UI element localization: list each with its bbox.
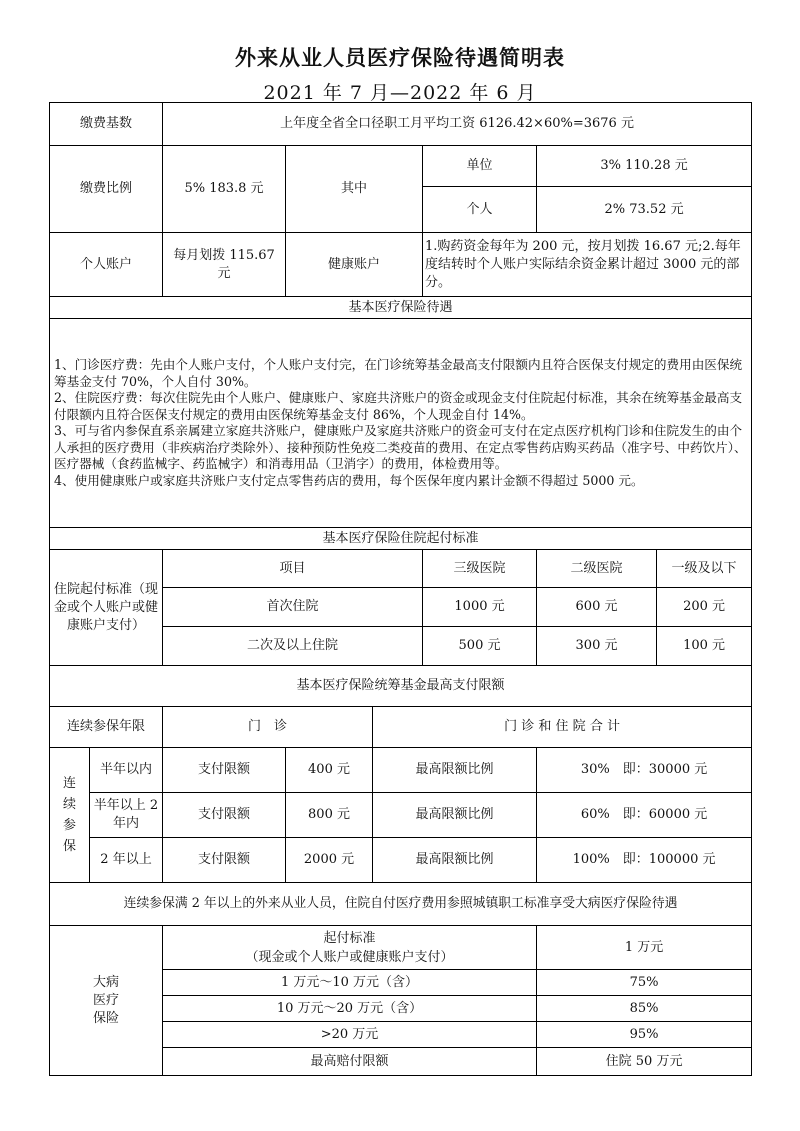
threshold-cell: 100 元 (657, 627, 752, 666)
critical-item: 起付标准 （现金或个人账户或健康账户支付） (163, 926, 537, 970)
threshold-cell: 首次住院 (163, 588, 423, 627)
critical-value: 75% (537, 970, 752, 996)
page-subtitle: 2021 年 7 月—2022 年 6 月 (263, 82, 537, 104)
limit-ratio-label: 最高限额比例 (373, 748, 537, 793)
basic-item: 2、住院医疗费：每次住院先由个人账户、健康账户、家庭共济账户的资金或现金支付住院起付标准，其余在统筹基金最高支付限额内且符合医保支付规定的费用由医保统筹基金支付 86%，个人现金自付 14%。 (54, 390, 743, 422)
limit-period: 半年以内 (90, 748, 163, 793)
ratio-label: 缴费比例 (50, 146, 163, 233)
limit-header-row (50, 666, 752, 707)
threshold-header-row (50, 528, 752, 550)
account-monthly: 每月划拨 115.67 元 (163, 233, 286, 297)
critical-value: 95% (537, 1022, 752, 1048)
limit-pay: 支付限额 (163, 748, 286, 793)
threshold-cell: 二次及以上住院 (163, 627, 423, 666)
page-title: 外来从业人员医疗保险待遇简明表 (235, 46, 565, 70)
account-row (50, 233, 752, 297)
basic-header-row (50, 297, 752, 319)
limit-combined-label: 门 诊 和 住 院 合 计 (373, 707, 752, 748)
basic-item: 1、门诊医疗费：先由个人账户支付，个人账户支付完，在门诊统筹基金最高支付限额内且符合医保支付规定的费用由医保统筹基金支付 70%，个人自付 30%。 (54, 357, 743, 389)
limit-ratio-label: 最高限额比例 (373, 838, 537, 883)
critical-item: 最高赔付限额 (163, 1048, 537, 1076)
limit-side-label: 连 续 参 保 (50, 748, 90, 883)
critical-label: 大病 医疗 保险 (50, 926, 163, 1076)
table-row (50, 793, 752, 838)
threshold-header: 基本医疗保险住院起付标准 (50, 528, 752, 550)
limit-amount: 800 元 (286, 793, 373, 838)
limit-columns-row (50, 707, 752, 748)
threshold-columns-row (50, 550, 752, 588)
ratio-row (50, 146, 752, 187)
basic-item: 3、可与省内参保直系亲属建立家庭共济账户，健康账户及家庭共济账户的资金可支付在定点医疗机构门诊和住院发生的由个人承担的医疗费用（非疾病治疗类除外）、接种预防性免疫二类疫苗的费用、在定点零售药店购买药品（准字号、中药饮片）、医疗器械（食药监械字、药监械字）和消毒用品（卫消字）的费用，体检费用等。 (54, 423, 747, 471)
threshold-cell: 500 元 (423, 627, 537, 666)
basis-row (50, 103, 752, 146)
note-row (50, 883, 752, 926)
basic-item: 4、使用健康账户或家庭共济账户支付定点零售药店的费用，每个医保年度内累计金额不得超过 5000 元。 (54, 472, 644, 488)
limit-years-label: 连续参保年限 (50, 707, 163, 748)
critical-value: 85% (537, 996, 752, 1022)
health-account-desc: 1.购药资金每年为 200 元，按月划拨 16.67 元;2.每年度结转时个人账户实际结余资金累计超过 3000 元的部分。 (423, 233, 752, 297)
ratio-among: 其中 (286, 146, 423, 233)
ratio-personal-value: 2% 73.52 元 (537, 187, 752, 233)
health-account-label: 健康账户 (286, 233, 423, 297)
limit-outpatient-label: 门 诊 (163, 707, 373, 748)
basic-content (50, 319, 752, 528)
ratio-unit-value: 3% 110.28 元 (537, 146, 752, 187)
limit-ratio: 60% 即：60000 元 (537, 793, 752, 838)
basic-content-row (50, 319, 752, 528)
limit-pay: 支付限额 (163, 793, 286, 838)
threshold-col-level2: 二级医院 (537, 550, 657, 588)
basic-header: 基本医疗保险待遇 (50, 297, 752, 319)
critical-value: 住院 50 万元 (537, 1048, 752, 1076)
table-row (50, 838, 752, 883)
ratio-unit-label: 单位 (423, 146, 537, 187)
threshold-cell: 200 元 (657, 588, 752, 627)
benefits-table (49, 102, 752, 1076)
threshold-col-level3: 三级医院 (423, 550, 537, 588)
threshold-cell: 1000 元 (423, 588, 537, 627)
ratio-total: 5% 183.8 元 (163, 146, 286, 233)
critical-item: 1 万元～10 万元（含） (163, 970, 537, 996)
threshold-row-label: 住院起付标准（现金或个人账户或健康账户支付） (50, 550, 163, 666)
ratio-personal-label: 个人 (423, 187, 537, 233)
critical-item: >20 万元 (163, 1022, 537, 1048)
threshold-col-level1: 一级及以下 (657, 550, 752, 588)
table-row (50, 926, 752, 970)
critical-note: 连续参保满 2 年以上的外来从业人员，住院自付医疗费用参照城镇职工标准享受大病医疗保险待遇 (50, 883, 752, 926)
critical-item: 10 万元～20 万元（含） (163, 996, 537, 1022)
account-label: 个人账户 (50, 233, 163, 297)
basis-value: 上年度全省全口径职工月平均工资 6126.42×60%=3676 元 (163, 103, 752, 146)
limit-pay: 支付限额 (163, 838, 286, 883)
critical-value: 1 万元 (537, 926, 752, 970)
limit-header: 基本医疗保险统筹基金最高支付限额 (50, 666, 752, 707)
basis-label: 缴费基数 (50, 103, 163, 146)
limit-ratio-label: 最高限额比例 (373, 793, 537, 838)
threshold-cell: 300 元 (537, 627, 657, 666)
limit-amount: 400 元 (286, 748, 373, 793)
threshold-cell: 600 元 (537, 588, 657, 627)
limit-ratio: 100% 即：100000 元 (537, 838, 752, 883)
limit-period: 半年以上 2 年内 (90, 793, 163, 838)
limit-ratio: 30% 即：30000 元 (537, 748, 752, 793)
limit-amount: 2000 元 (286, 838, 373, 883)
threshold-col-item: 项目 (163, 550, 423, 588)
table-row (50, 748, 752, 793)
limit-period: 2 年以上 (90, 838, 163, 883)
